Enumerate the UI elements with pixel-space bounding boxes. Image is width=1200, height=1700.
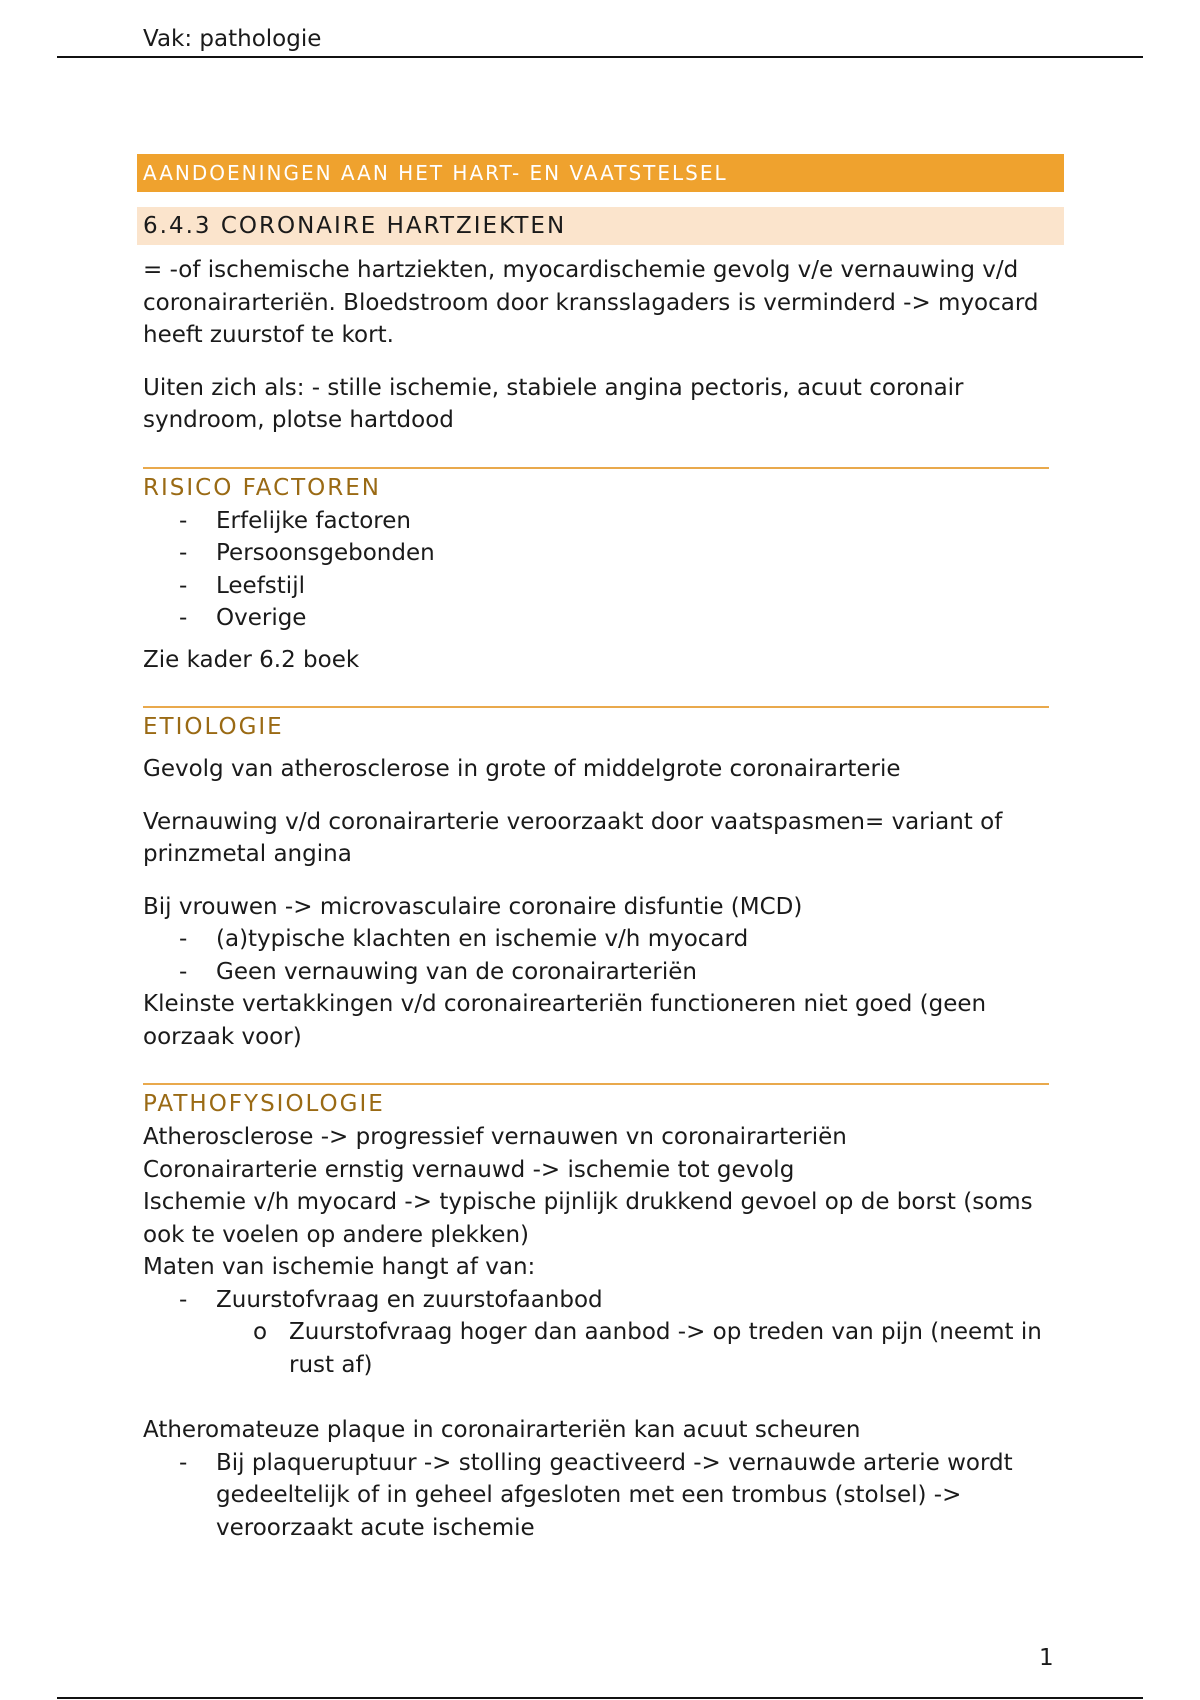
- etiology-list: [143, 923, 1057, 988]
- dash-bullet: -: [179, 1449, 188, 1476]
- sub-list-item: [143, 1316, 1057, 1381]
- list-item: [143, 537, 1057, 570]
- list-item: [143, 602, 1057, 635]
- sub-list-item-text: Zuurstofvraag hoger dan aanbod -> op treden van pijn (neemt in rust af): [289, 1319, 1042, 1378]
- circle-bullet: o: [253, 1319, 268, 1345]
- list-item-text: Overige: [216, 605, 307, 631]
- list-item: [143, 570, 1057, 603]
- list-item-text: Leefstijl: [216, 572, 305, 599]
- page-content: [137, 154, 1064, 1544]
- footer-rule: [57, 1697, 1143, 1699]
- dash-bullet: -: [179, 605, 188, 631]
- etiology-heading: ETIOLOGIE: [143, 706, 1049, 744]
- pathophysiology-line: Atherosclerose -> progressief vernauwen vn coronairarteriën: [143, 1124, 847, 1150]
- list-item: [143, 1284, 1057, 1317]
- list-item: [143, 956, 1057, 989]
- etiology-paragraph: Bij vrouwen -> microvasculaire coronaire disfuntie (MCD): [143, 893, 803, 920]
- list-item: [143, 505, 1057, 538]
- header-rule: [57, 56, 1143, 58]
- dash-bullet: -: [179, 540, 188, 566]
- etiology-paragraph: Gevolg van atherosclerose in grote of middelgrote coronairarterie: [143, 756, 901, 782]
- page-number: 1: [1039, 1645, 1054, 1671]
- chapter-banner: AANDOENINGEN AAN HET HART- EN VAATSTELSEL: [137, 154, 1064, 192]
- pathophysiology-heading: PATHOFYSIOLOGIE: [143, 1083, 1049, 1121]
- list-item-text: Persoonsgebonden: [216, 540, 435, 566]
- dash-bullet: -: [179, 572, 188, 599]
- section-banner: 6.4.3 CORONAIRE HARTZIEKTEN: [137, 207, 1064, 245]
- body-text: [137, 254, 1057, 1544]
- pathophysiology-line: Ischemie v/h myocard -> typische pijnlijk drukkend gevoel op de borst (soms ook te voelen op andere plekken): [143, 1189, 1033, 1248]
- dash-bullet: -: [179, 1286, 188, 1313]
- risk-factors-note: Zie kader 6.2 boek: [143, 646, 360, 673]
- intro-definition: = -of ischemische hartziekten, myocardischemie gevolg v/e vernauwing v/d coronairarteriën. Bloedstroom door kransslagaders is verminderd -> myocard heeft zuurstof te kort.: [143, 257, 1039, 348]
- risk-factors-heading: RISICO FACTOREN: [143, 467, 1049, 505]
- list-item-text: Bij plaqueruptuur -> stolling geactiveerd -> vernauwde arterie wordt gedeeltelijk of in geheel afgesloten met een trombus (stolsel) -> veroorzaakt acute ischemie: [216, 1449, 1013, 1541]
- dash-bullet: -: [179, 507, 188, 534]
- etiology-paragraph: Kleinste vertakkingen v/d coronairearteriën functioneren niet goed (geen oorzaak voor): [143, 991, 987, 1050]
- etiology-paragraph: Vernauwing v/d coronairarterie veroorzaakt door vaatspasmen= variant of prinzmetal angina: [143, 808, 1003, 867]
- intro-manifestations: Uiten zich als: - stille ischemie, stabiele angina pectoris, acuut coronair syndroom, plotse hartdood: [143, 374, 964, 433]
- dash-bullet: -: [179, 958, 188, 985]
- dash-bullet: -: [179, 926, 188, 952]
- list-item-text: Geen vernauwing van de coronairarteriën: [216, 958, 697, 985]
- pathophysiology-line: Maten van ischemie hangt af van:: [143, 1254, 536, 1280]
- risk-factors-list: [143, 505, 1057, 635]
- list-item-text: (a)typische klachten en ischemie v/h myocard: [216, 926, 749, 952]
- plaque-paragraph: Atheromateuze plaque in coronairarteriën kan acuut scheuren: [143, 1417, 861, 1443]
- list-item-text: Zuurstofvraag en zuurstofaanbod: [216, 1286, 603, 1313]
- header-subject: Vak: pathologie: [143, 26, 322, 52]
- list-item: [143, 1447, 1057, 1545]
- pathophysiology-line: Coronairarterie ernstig vernauwd -> ischemie tot gevolg: [143, 1156, 795, 1183]
- list-item-text: Erfelijke factoren: [216, 507, 411, 534]
- list-item: [143, 923, 1057, 956]
